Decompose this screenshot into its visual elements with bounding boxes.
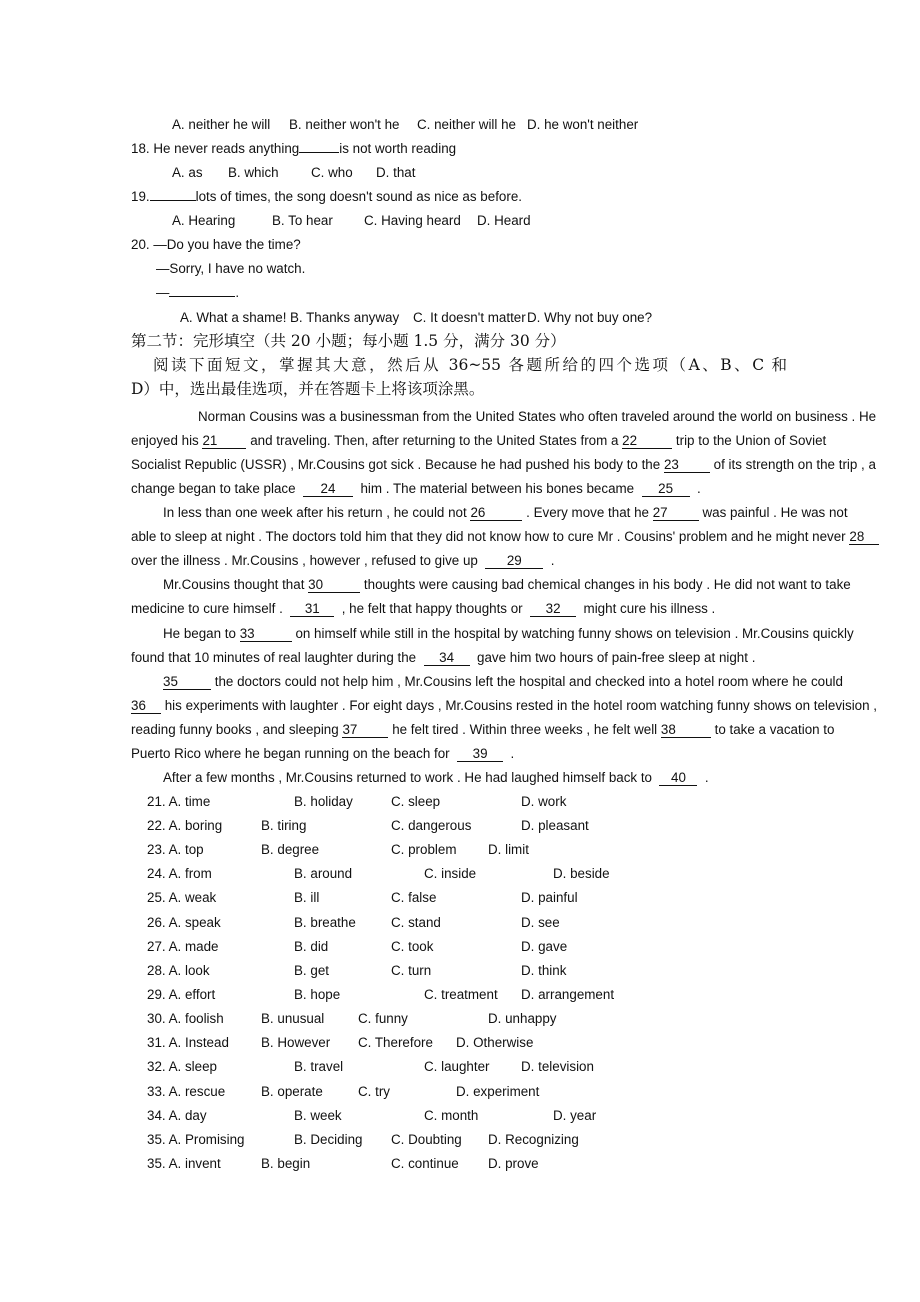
option-a: 24. A. from xyxy=(147,866,212,881)
option-c: C. It doesn't matter xyxy=(413,310,526,325)
passage-line: He began to 33 on himself while still in the hospital by watching funny shows on television . Mr.Cousins quickly xyxy=(163,626,854,641)
option-b: B. did xyxy=(294,939,329,954)
option-d: D. gave xyxy=(521,939,568,954)
option-b: B. hope xyxy=(294,987,341,1002)
option-b: B. unusual xyxy=(261,1011,325,1026)
option-a: A. neither he will xyxy=(172,117,271,132)
question-20: 20. —Do you have the time? xyxy=(131,237,301,252)
option-c: C. dangerous xyxy=(391,818,472,833)
option-a: 34. A. day xyxy=(147,1108,207,1123)
option-a: 27. A. made xyxy=(147,939,219,954)
passage-line: enjoyed his 21 and traveling. Then, after returning to the United States from a 22 trip to the Union of Soviet xyxy=(131,433,827,448)
option-b: B. Deciding xyxy=(294,1132,363,1147)
section-instructions: 阅读下面短文，掌握其大意，然后从 36~55 各题所给的四个选项（A、B、C 和 xyxy=(153,356,787,374)
option-a: 23. A. top xyxy=(147,842,204,857)
option-a: 30. A. foolish xyxy=(147,1011,224,1026)
option-a: 21. A. time xyxy=(147,794,211,809)
cloze-blank-26[interactable]: 26 xyxy=(470,505,522,521)
cloze-blank-34[interactable]: 34 xyxy=(424,650,470,666)
option-c: C. neither will he xyxy=(417,117,516,132)
option-a: A. as xyxy=(172,165,203,180)
option-a: 25. A. weak xyxy=(147,890,217,905)
option-b: B. To hear xyxy=(272,213,333,228)
option-c: C. laughter xyxy=(424,1059,490,1074)
passage-line: In less than one week after his return , he could not 26 . Every move that he 27 was painful . He was not xyxy=(163,505,848,520)
question-text: lots of times, the song doesn't sound as nice as before. xyxy=(195,189,522,204)
cloze-blank-22[interactable]: 22 xyxy=(622,433,672,449)
option-b: B. get xyxy=(294,963,329,978)
dialogue-dash: — xyxy=(156,285,170,300)
option-a: 29. A. effort xyxy=(147,987,216,1002)
option-b: B. week xyxy=(294,1108,342,1123)
cloze-blank-32[interactable]: 32 xyxy=(530,601,576,617)
dialogue-line: —Sorry, I have no watch. xyxy=(156,261,306,276)
option-d: D. year xyxy=(553,1108,597,1123)
option-b: B. ill xyxy=(294,890,320,905)
option-c: C. continue xyxy=(391,1156,459,1171)
cloze-blank-37[interactable]: 37 xyxy=(342,722,388,738)
option-c: C. stand xyxy=(391,915,441,930)
cloze-blank-28[interactable]: 28 xyxy=(849,529,879,545)
question-text: is not worth reading xyxy=(339,141,457,156)
passage-line: Puerto Rico where he began running on the beach for 39 . xyxy=(131,746,515,761)
cloze-blank-27[interactable]: 27 xyxy=(653,505,699,521)
cloze-blank-39[interactable]: 39 xyxy=(457,746,503,762)
option-d: D. television xyxy=(521,1059,594,1074)
option-d: D. experiment xyxy=(456,1084,540,1099)
section-instructions: D）中，选出最佳选项，并在答题卡上将该项涂黑。 xyxy=(131,380,485,398)
cloze-blank-40[interactable]: 40 xyxy=(659,770,697,786)
option-d: D. he won't neither xyxy=(527,117,639,132)
cloze-blank-30[interactable]: 30 xyxy=(308,577,360,593)
option-d: D. pleasant xyxy=(521,818,589,833)
option-d: D. see xyxy=(521,915,560,930)
passage-line: Socialist Republic (USSR) , Mr.Cousins got sick . Because he had pushed his body to the 23 of its strength on the trip , a xyxy=(131,457,876,472)
passage-line: 35 the doctors could not help him , Mr.Cousins left the hospital and checked into a hotel room where he could xyxy=(163,674,843,689)
question-18 xyxy=(131,140,456,158)
option-c: C. funny xyxy=(358,1011,408,1026)
option-b: B. breathe xyxy=(294,915,356,930)
cloze-blank-33[interactable]: 33 xyxy=(240,626,292,642)
passage-line: reading funny books , and sleeping 37 he felt tired . Within three weeks , he felt well 38 to take a vacation to xyxy=(131,722,835,737)
option-b: B. begin xyxy=(261,1156,311,1171)
option-c: C. who xyxy=(311,165,353,180)
cloze-blank-29[interactable]: 29 xyxy=(485,553,543,569)
passage-line: 36 his experiments with laughter . For eight days , Mr.Cousins rested in the hotel room watching funny shows on television , xyxy=(131,698,878,713)
option-c: C. false xyxy=(391,890,437,905)
cloze-blank-31[interactable]: 31 xyxy=(290,601,334,617)
option-d: D. unhappy xyxy=(488,1011,557,1026)
option-d: D. Heard xyxy=(477,213,531,228)
option-a: 28. A. look xyxy=(147,963,210,978)
option-c: C. Having heard xyxy=(364,213,461,228)
cloze-blank-21[interactable]: 21 xyxy=(202,433,246,449)
answer-blank xyxy=(169,296,235,297)
option-a: 33. A. rescue xyxy=(147,1084,226,1099)
option-c: C. problem xyxy=(391,842,457,857)
option-b: B. holiday xyxy=(294,794,353,809)
answer-blank xyxy=(299,152,339,153)
passage-line: After a few months , Mr.Cousins returned to work . He had laughed himself back to 40 . xyxy=(163,770,709,785)
question-text: 18. He never reads anything xyxy=(131,141,300,156)
option-c: C. Therefore xyxy=(358,1035,433,1050)
option-a: A. Hearing xyxy=(172,213,236,228)
passage-line: Mr.Cousins thought that 30 thoughts were causing bad chemical changes in his body . He did not want to take xyxy=(163,577,851,592)
option-b: B. around xyxy=(294,866,353,881)
option-c: C. treatment xyxy=(424,987,498,1002)
option-c: C. inside xyxy=(424,866,477,881)
option-b: B. which xyxy=(228,165,279,180)
option-d: D. Recognizing xyxy=(488,1132,579,1147)
question-number: 19. xyxy=(131,189,150,204)
option-d: D. beside xyxy=(553,866,610,881)
option-d: D. prove xyxy=(488,1156,539,1171)
cloze-blank-38[interactable]: 38 xyxy=(661,722,711,738)
option-c: C. Doubting xyxy=(391,1132,462,1147)
option-d: D. limit xyxy=(488,842,529,857)
dialogue-line-blank xyxy=(156,284,239,302)
option-a: 31. A. Instead xyxy=(147,1035,229,1050)
cloze-blank-25[interactable]: 25 xyxy=(642,481,690,497)
option-a: 35. A. invent xyxy=(147,1156,221,1171)
cloze-blank-36[interactable]: 36 xyxy=(131,698,161,714)
option-d: D. Otherwise xyxy=(456,1035,534,1050)
punctuation: . xyxy=(235,285,240,300)
option-a: 26. A. speak xyxy=(147,915,221,930)
option-c: C. took xyxy=(391,939,434,954)
option-b: B. Thanks anyway xyxy=(290,310,400,325)
option-b: B. travel xyxy=(294,1059,344,1074)
passage-line: change began to take place 24 him . The material between his bones became 25 . xyxy=(131,481,701,496)
option-b: B. degree xyxy=(261,842,320,857)
cloze-blank-23[interactable]: 23 xyxy=(664,457,710,473)
option-b: B. However xyxy=(261,1035,331,1050)
option-d: D. work xyxy=(521,794,567,809)
option-d: D. arrangement xyxy=(521,987,615,1002)
passage-line: over the illness . Mr.Cousins , however , refused to give up 29 . xyxy=(131,553,555,568)
answer-blank xyxy=(150,200,196,201)
option-a: 22. A. boring xyxy=(147,818,223,833)
passage-line: able to sleep at night . The doctors told him that they did not know how to cure Mr . Cousins' problem and he might never 28 xyxy=(131,528,788,546)
option-a: A. What a shame! xyxy=(180,310,287,325)
option-c: C. month xyxy=(424,1108,479,1123)
section-heading: 第二节：完形填空（共 20 小题；每小题 1.5 分，满分 30 分） xyxy=(131,332,566,350)
option-c: C. sleep xyxy=(391,794,441,809)
cloze-blank-24[interactable]: 24 xyxy=(303,481,353,497)
question-19 xyxy=(131,188,522,206)
cloze-blank-35[interactable]: 35 xyxy=(163,674,211,690)
option-d: D. think xyxy=(521,963,567,978)
option-b: B. neither won't he xyxy=(289,117,400,132)
option-c: C. turn xyxy=(391,963,432,978)
option-a: 35. A. Promising xyxy=(147,1132,245,1147)
option-d: D. that xyxy=(376,165,416,180)
option-d: D. Why not buy one? xyxy=(527,310,653,325)
option-c: C. try xyxy=(358,1084,390,1099)
passage-line: found that 10 minutes of real laughter during the 34 gave him two hours of pain-free sleep at night . xyxy=(131,650,756,665)
option-b: B. operate xyxy=(261,1084,323,1099)
option-a: 32. A. sleep xyxy=(147,1059,217,1074)
passage-line: Norman Cousins was a businessman from the United States who often traveled around the world on business . He xyxy=(198,409,877,424)
passage-line: medicine to cure himself . 31 , he felt that happy thoughts or 32 might cure his illness . xyxy=(131,601,716,616)
option-b: B. tiring xyxy=(261,818,307,833)
option-d: D. painful xyxy=(521,890,578,905)
